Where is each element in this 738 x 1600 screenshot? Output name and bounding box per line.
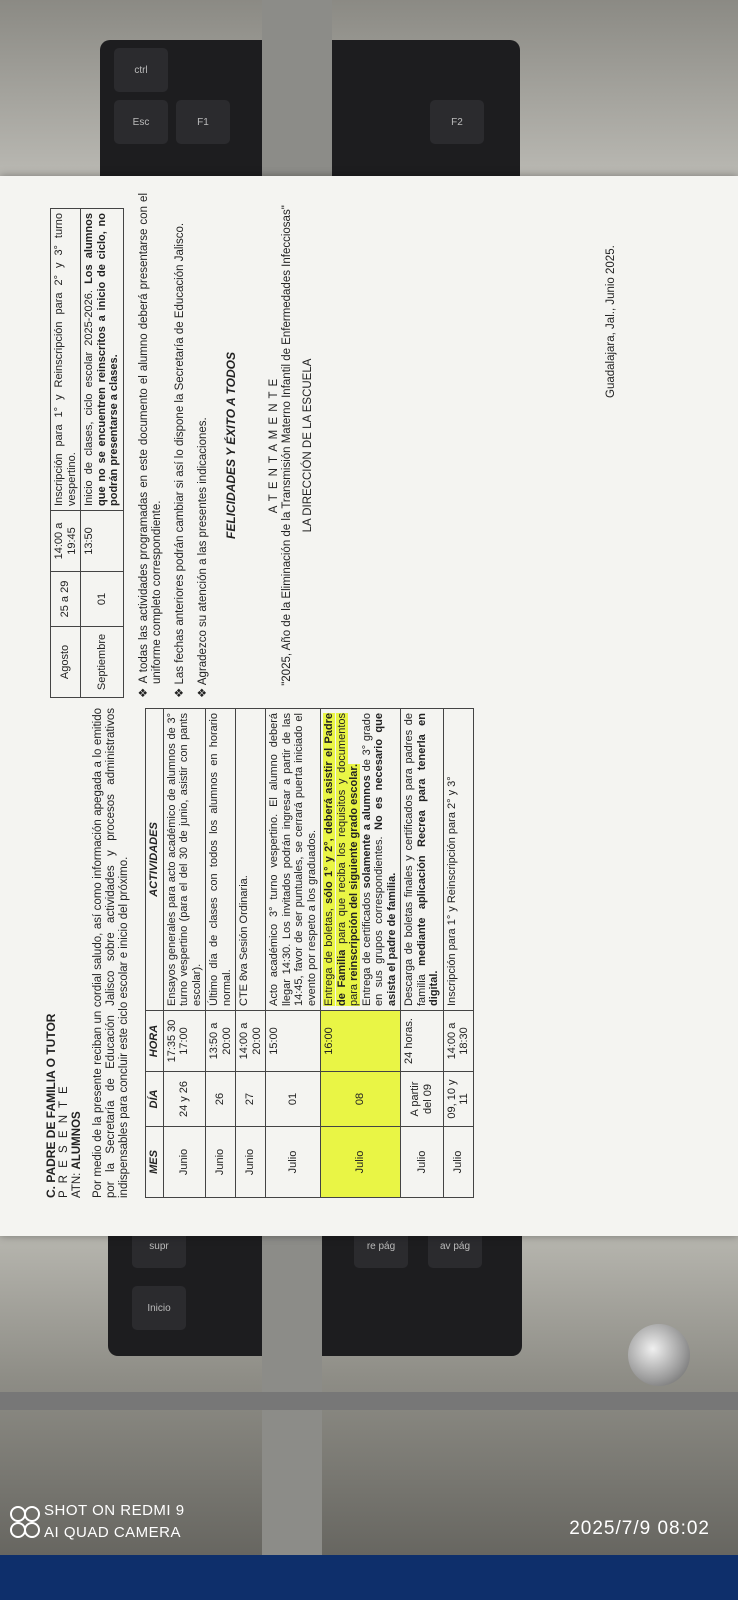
- document-left-column: [44, 708, 684, 1198]
- bottom-blue-strip: [0, 1555, 738, 1600]
- cell-hora: 13:50: [81, 511, 124, 572]
- cell-dia: 09, 10 y 11: [443, 1072, 473, 1127]
- cell-actividad: Inscripción para 1° y Reinscripción para 2° y 3°: [443, 709, 473, 1011]
- bullet-icon: ❖: [173, 687, 186, 698]
- cell-dia: 01: [81, 572, 124, 627]
- cell-actividad: [321, 709, 401, 1011]
- table-leg-top: [262, 0, 332, 190]
- key-f2: F2: [430, 100, 484, 144]
- activities-table-continued: [50, 208, 124, 698]
- cell-dia: 01: [266, 1072, 321, 1127]
- table-row: [81, 209, 124, 698]
- cell-hora: 17:35 30 17:00: [163, 1011, 206, 1072]
- text-reinscripcion: reinscripción del siguiente grado escolar.: [348, 763, 360, 981]
- metal-knob: [628, 1324, 690, 1386]
- addressee: C. PADRE DE FAMILIA O TUTOR: [44, 1013, 58, 1198]
- text-entrega-certificados: Entrega de certificados: [360, 888, 373, 1006]
- watermark-line-1: SHOT ON REDMI 9: [44, 1502, 185, 1519]
- camera-watermark: [44, 1500, 185, 1544]
- table-header-row: [146, 709, 164, 1198]
- text-no-reinscritos: Los alumnos que no se encuentren reinscritos a inicio de ciclo, no podrán presentarse a clases.: [83, 213, 120, 506]
- header-hora: HORA: [146, 1011, 164, 1072]
- school-direction: LA DIRECCIÓN DE LA ESCUELA: [301, 358, 314, 533]
- table-row-highlighted: [321, 709, 401, 1198]
- cell-dia: 27: [236, 1072, 266, 1127]
- cell-dia: 25 a 29: [51, 572, 81, 627]
- cell-mes: Junio: [236, 1127, 266, 1198]
- text-solamente: solamente a alumnos: [360, 775, 373, 889]
- table-row: [163, 709, 206, 1198]
- year-motto: "2025, Año de la Eliminación de la Transmisión Materno Infantil de Enfermedades Infecciosas": [280, 205, 293, 686]
- cell-dia: A partir del 09: [401, 1072, 444, 1127]
- list-item: [174, 193, 187, 698]
- table-row: [401, 709, 444, 1198]
- cell-actividad: CTE 8va Sesión Ordinaria.: [236, 709, 266, 1011]
- table-row: [206, 709, 236, 1198]
- camera-logo-icon: [10, 1506, 38, 1540]
- cell-hora: 15:00: [266, 1011, 321, 1072]
- cell-mes: Julio: [266, 1127, 321, 1198]
- key-av-pag: av pág: [428, 1224, 482, 1268]
- table-row: [236, 709, 266, 1198]
- cell-mes: Julio: [401, 1127, 444, 1198]
- cell-actividad: [401, 709, 444, 1011]
- text-descarga: Descarga de boletas finales y certificados para padres de familia: [403, 713, 428, 1006]
- cell-dia: 08: [321, 1072, 401, 1127]
- atn-label: ATN:: [71, 1172, 83, 1198]
- note-text: Agradezco su atención a las presentes indicaciones.: [196, 417, 209, 686]
- note-text: A todas las actividades programadas en este documento el alumno deberá presentarse con el uniforme completo correspondiente.: [137, 192, 163, 684]
- text-padre-familia: sólo 1° y 2°, deberá asistir el Padre de Familia: [323, 713, 348, 1006]
- table-row: [443, 709, 473, 1198]
- text-requisitos: para que reciba los requisitos y documentos para: [335, 712, 360, 1006]
- cell-mes: Septiembre: [81, 627, 124, 698]
- list-item: [197, 193, 210, 698]
- atn-line: [71, 708, 84, 1198]
- bullet-icon: ❖: [196, 687, 209, 698]
- cell-hora: 14:00 a 18:30: [443, 1011, 473, 1072]
- signature-block: [268, 193, 315, 698]
- text-inicio-clases: Inicio de clases, ciclo escolar 2025-2026.: [83, 283, 95, 506]
- header-mes: MES: [146, 1127, 164, 1198]
- cell-dia: 24 y 26: [163, 1072, 206, 1127]
- bullet-icon: ❖: [137, 686, 150, 698]
- header-actividades: ACTIVIDADES: [146, 709, 164, 1011]
- table-crossbar: [0, 1392, 738, 1410]
- header-dia: DÍA: [146, 1072, 164, 1127]
- notes-list: [138, 193, 210, 698]
- cell-mes: Agosto: [51, 627, 81, 698]
- cell-hora: 24 horas.: [401, 1011, 444, 1072]
- document-right-column: [50, 193, 690, 698]
- cell-hora: 16:00: [321, 1011, 401, 1072]
- cell-hora: 14:00 a 19:45: [51, 511, 81, 572]
- text-grupos: de 3° grado en sus grupos correspondientes.: [360, 713, 385, 1006]
- present-line: P R E S E N T E: [58, 1084, 70, 1198]
- cell-actividad: Acto académico 3° turno vespertino. El alumno deberá llegar 14:30. Los invitados podrán ingresar a partir de las 14:45, favor de ser puntuales, se cerrará puerta iniciado el evento por respeto a los graduados.: [266, 709, 321, 1011]
- photo-datestamp: 2025/7/9 08:02: [569, 1518, 710, 1539]
- text-recrea: mediante aplicación Recrea para tenerla en digital.: [415, 713, 440, 1006]
- cell-actividad: Último día de clases con todos los alumnos en horario normal.: [206, 709, 236, 1011]
- rotated-document: [10, 180, 730, 1220]
- cell-mes: Julio: [443, 1127, 473, 1198]
- activities-table: [145, 708, 474, 1198]
- text-no-necesario: No es necesario que asista el padre de familia.: [373, 713, 398, 1006]
- cell-mes: Junio: [206, 1127, 236, 1198]
- text-entrega-boletas: Entrega de boletas,: [323, 903, 335, 1006]
- atentamente: A T E N T A M E N T E: [267, 377, 280, 514]
- atn-value: ALUMNOS: [71, 1111, 83, 1170]
- list-item: [138, 193, 164, 698]
- key-esc: Esc: [114, 100, 168, 144]
- city-date: Guadalajara, Jal., Junio 2025.: [605, 245, 617, 398]
- key-f1: F1: [176, 100, 230, 144]
- cell-actividad: Ensayos generales para acto académico de alumnos de 3° turno vespertino (para el del 30 de junio, asistir con pants escolar).: [163, 709, 206, 1011]
- cell-actividad: Inscripción para 1° y Reinscripción para 2° y 3° turno vespertino.: [51, 209, 81, 511]
- note-text: Las fechas anteriores podrán cambiar si así lo dispone la Secretaría de Educación Jalisco.: [173, 222, 186, 685]
- congrats-heading: FELICIDADES Y ÉXITO A TODOS: [223, 352, 238, 539]
- cell-mes: Junio: [163, 1127, 206, 1198]
- key-re-pag: re pág: [354, 1224, 408, 1268]
- cell-dia: 26: [206, 1072, 236, 1127]
- table-row: [266, 709, 321, 1198]
- intro-paragraph: Por medio de la presente reciban un cordial saludo, así como información apegada a lo emitido por la Secretaría de Educación Jalisco sobre actividades y procesos administrativos indispensables para concluir este ciclo escolar e inicio del próximo.: [92, 708, 130, 1198]
- key-inicio: Inicio: [132, 1286, 186, 1330]
- key-ctrl: ctrl: [114, 48, 168, 92]
- watermark-line-2: AI QUAD CAMERA: [44, 1524, 182, 1541]
- key-supr: supr: [132, 1224, 186, 1268]
- cell-hora: 13:50 a 20:00: [206, 1011, 236, 1072]
- cell-hora: 14:00 a 20:00: [236, 1011, 266, 1072]
- table-row: [51, 209, 81, 698]
- cell-actividad: [81, 209, 124, 511]
- cell-mes: Julio: [321, 1127, 401, 1198]
